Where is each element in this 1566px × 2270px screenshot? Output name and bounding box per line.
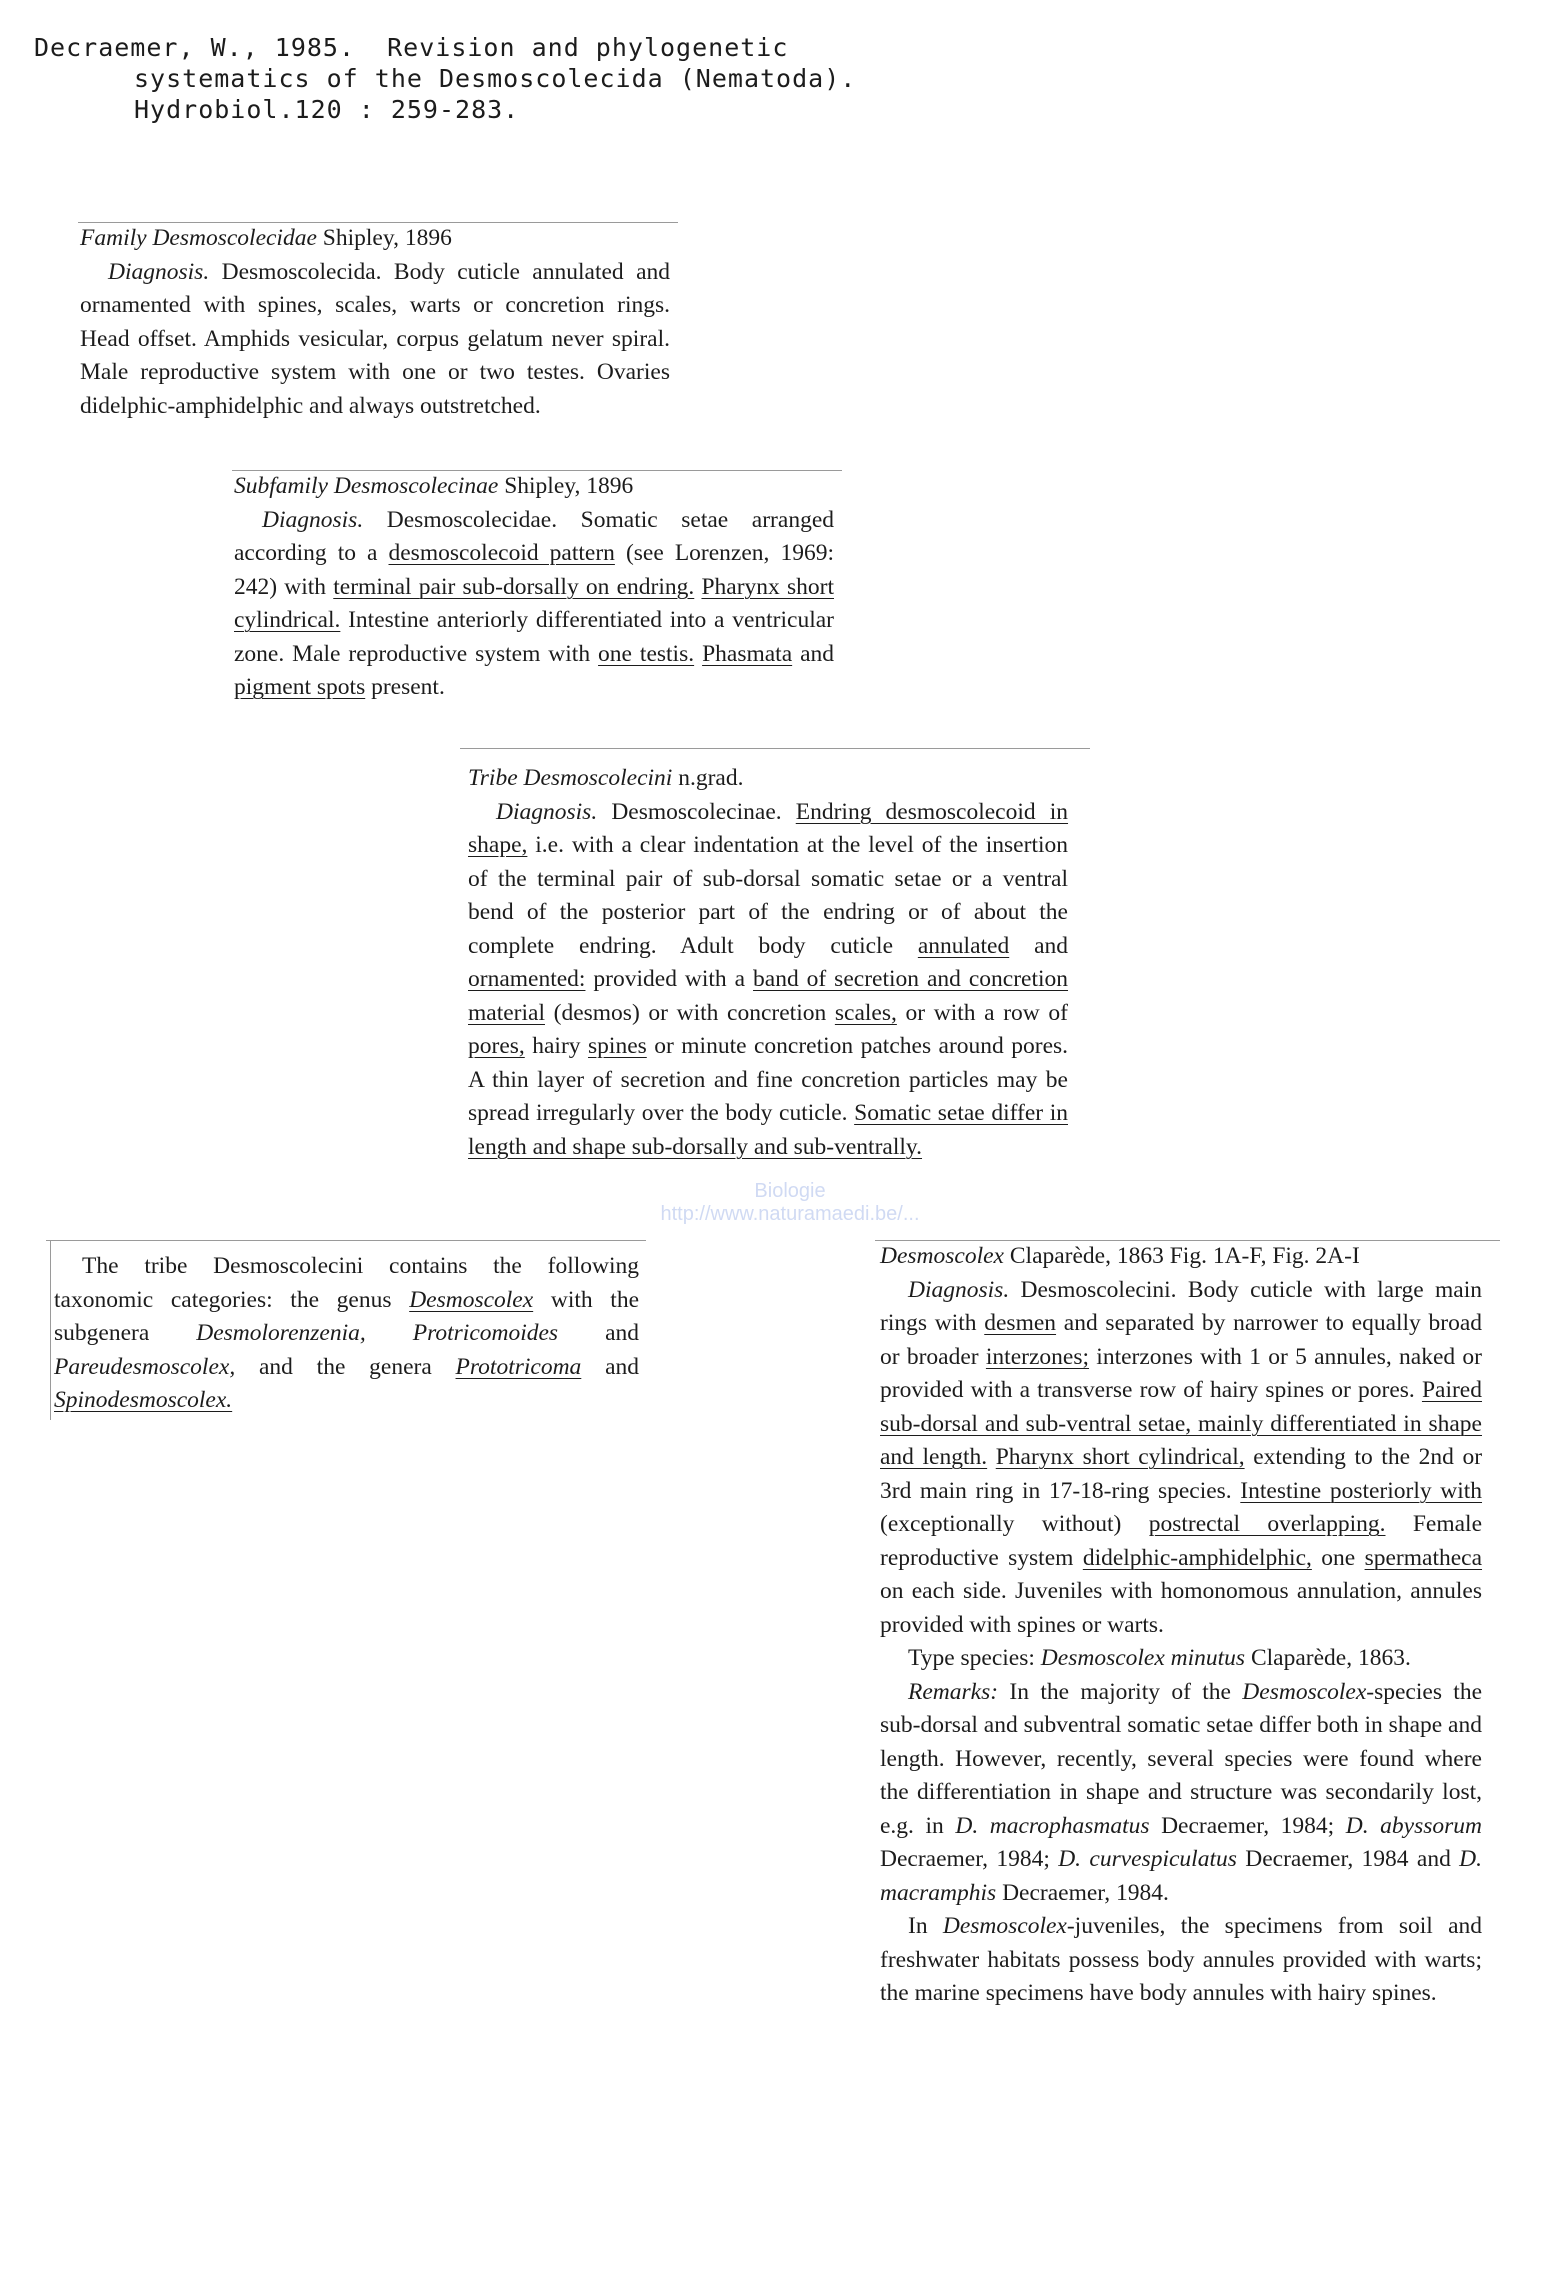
family-diagnosis-label: Diagnosis. [108, 258, 210, 285]
subfamily-text-5: present. [371, 674, 445, 700]
left-column-vrule [50, 1240, 51, 1420]
tribe-rank: Tribe [468, 765, 518, 791]
tribe-underline-3: ornamented: [468, 966, 586, 992]
tribe-contents-text-5: and [605, 1353, 639, 1380]
species-4: D. macramphis [880, 1846, 1483, 1906]
subgenus-pareudesmoscolex: Pareudesmoscolex, [54, 1353, 236, 1380]
species-3: D. curvespiculatus [1058, 1846, 1237, 1872]
genus-underline-1: desmen [984, 1310, 1057, 1336]
species-4-author: Decraemer, 1984. [1002, 1879, 1169, 1906]
tribe-contents-text-1: The tribe Desmoscolecini contains the following taxonomic categories: the genus [54, 1253, 639, 1313]
genus-text-1: Desmoscolecini. Body cuticle with large main rings with [880, 1276, 1482, 1336]
subfamily-text-2: (see Lorenzen, 1969: 242) with [234, 540, 834, 600]
genus-desmoscolex-ref: Desmoscolex [409, 1286, 534, 1313]
genus-remarks [880, 1676, 1482, 1911]
tribe-underline-5: scales, [834, 999, 897, 1026]
tribe-contents-text-3: and [605, 1320, 640, 1346]
genus-prototricoma-ref: Prototricoma [455, 1353, 582, 1380]
tribe-text-1: Desmoscolecinae. [611, 798, 782, 825]
subfamily-diagnosis-label: Diagnosis. [262, 506, 364, 533]
family-section [80, 222, 670, 423]
genus-underline-4: Pharynx short cylindrical, [995, 1444, 1245, 1470]
watermark-line-1: Biologie [754, 1180, 826, 1202]
left-column-rule [46, 1240, 646, 1241]
subfamily-underline-3: Pharynx short cylindrical. [234, 573, 834, 633]
tribe-underline-8: Somatic setae differ in length and shape sub-dorsally and sub-ventrally. [468, 1100, 1068, 1160]
remarks-genus: Desmoscolex [1242, 1678, 1367, 1705]
subfamily-text-3: Intestine anteriorly differentiated into a ventricular zone. Male reproductive system with [234, 607, 834, 667]
subfamily-underline-1: desmoscolecoid pattern [388, 540, 615, 566]
subgenera-list: Desmolorenzenia, Protricomoides [196, 1320, 559, 1346]
subfamily-text-1: Desmoscolecidae. Somatic setae arranged according to a [234, 506, 834, 566]
species-2: D. abyssorum [1345, 1812, 1483, 1839]
tribe-contents-text-2: with the subgenera [54, 1286, 639, 1346]
citation [34, 32, 1074, 125]
genus-text-4: extending to the 2nd or 3rd main ring in 17-18-ring species. [880, 1444, 1483, 1504]
tribe-text-2: i.e. with a clear indentation at the level of the insertion of the terminal pair of sub-dorsal somatic setae or a ventral bend of the posterior part of the endring or of about the complete endring. Adult body cuticle [468, 832, 1068, 959]
subfamily-section [234, 470, 834, 705]
genus-text-5: (exceptionally without) [880, 1511, 1122, 1537]
tribe-text-7: hairy [532, 1033, 581, 1059]
genus-underline-5: Intestine posteriorly with [1240, 1477, 1483, 1504]
genus-text-3: interzones with 1 or 5 annules, naked or provided with a transverse row of hairy spines or pores. [880, 1343, 1483, 1403]
species-2-author: Decraemer, 1984; [880, 1846, 1050, 1872]
remarks-label: Remarks: [908, 1678, 999, 1705]
tribe-section [468, 762, 1068, 1164]
genus-type-species [880, 1642, 1482, 1676]
citation-line-1: Decraemer, W., 1985. Revision and phylogenetic [34, 33, 789, 62]
genus-underline-2: interzones; [985, 1343, 1090, 1370]
remarks-text-2: -species the sub-dorsal and subventral somatic setae differ both in shape and length. However, recently, several species were found where the differentiation in shape and structure was secondarily lost, e.g. in [880, 1678, 1483, 1839]
subfamily-text-4: and [800, 640, 835, 667]
remarks-text-1: In the majority of the [1009, 1678, 1231, 1705]
family-name: Desmoscolecidae [152, 225, 317, 251]
family-diagnosis-text: Desmoscolecida. Body cuticle annulated and ornamented with spines, scales, warts or concretion rings. Head offset. Amphids vesicular, corpus gelatum never spiral. Male reproductive system with one or two testes. Ovaries didelphic-amphidelphic and always outstretched. [80, 258, 670, 419]
genus-diagnosis-label: Diagnosis. [908, 1276, 1010, 1303]
tribe-underline-7: spines [588, 1033, 647, 1059]
tribe-name: Desmoscolecini [523, 765, 673, 791]
tribe-text-3: and [1034, 932, 1068, 959]
genus-underline-3: Paired sub-dorsal and sub-ventral setae, mainly differentiated in shape and length. [880, 1377, 1482, 1470]
species-1-author: Decraemer, 1984; [1161, 1812, 1335, 1839]
subfamily-underline-4: one testis. [598, 640, 695, 667]
species-1: D. macrophasmatus [955, 1812, 1150, 1839]
tribe-text-5: (desmos) or with concretion [553, 999, 827, 1026]
tribe-underline-6: pores, [468, 1033, 525, 1059]
genus-name: Desmoscolex [880, 1243, 1004, 1269]
subfamily-name: Desmoscolecinae [333, 473, 499, 499]
tribe-diagnosis [468, 796, 1068, 1165]
type-species-author: Claparède, 1863. [1250, 1645, 1411, 1671]
subfamily-underline-6: pigment spots [234, 674, 366, 700]
genus-text-6: Female reproductive system [880, 1511, 1482, 1571]
family-rank: Family [80, 225, 147, 251]
tribe-contents-text-4: and the genera [258, 1353, 432, 1380]
tribe-text-8: or minute concretion patches around pores. A thin layer of secretion and fine concretion particles may be spread irregularly over the body cuticle. [468, 1033, 1069, 1126]
juveniles-genus: Desmoscolex [942, 1913, 1067, 1939]
genus-text-7: one [1321, 1544, 1356, 1571]
genus-underline-8: spermatheca [1364, 1544, 1483, 1571]
genus-author: Claparède, 1863 Fig. 1A-F, Fig. 2A-I [1009, 1243, 1360, 1269]
tribe-underline-4: band of secretion and concretion material [468, 966, 1069, 1026]
subfamily-rank: Subfamily [234, 473, 328, 499]
genus-section [880, 1240, 1482, 2011]
family-heading [80, 222, 670, 256]
subfamily-diagnosis [234, 504, 834, 705]
tribe-top-rule [460, 748, 1090, 749]
citation-line-2: systematics of the Desmoscolecida (Nematoda). [134, 64, 857, 93]
family-diagnosis [80, 256, 670, 424]
species-3-author: Decraemer, 1984 and [1245, 1846, 1451, 1872]
tribe-text-6: or with a row of [905, 999, 1068, 1026]
tribe-contents [54, 1250, 639, 1418]
tribe-heading [468, 762, 1068, 796]
citation-line-3: Hydrobiol.120 : 259-283. [134, 95, 520, 124]
tribe-contents-paragraph [54, 1250, 639, 1418]
genus-diagnosis [880, 1274, 1482, 1643]
watermark-line-2: http://www.naturamaedi.be/... [660, 1203, 920, 1225]
tribe-diagnosis-label: Diagnosis. [496, 798, 598, 825]
family-author: Shipley, 1896 [322, 225, 452, 251]
genus-spinodesmoscolex-ref: Spinodesmoscolex. [54, 1387, 233, 1413]
subfamily-underline-2: terminal pair sub-dorsally on endring. [333, 573, 695, 600]
tribe-underline-2: annulated [917, 932, 1010, 959]
genus-heading [880, 1240, 1482, 1274]
type-species-name: Desmoscolex minutus [1040, 1645, 1246, 1671]
subfamily-heading [234, 470, 834, 504]
tribe-underline-1: Endring desmoscolecoid in shape, [468, 798, 1069, 858]
subfamily-author: Shipley, 1896 [504, 473, 634, 499]
genus-underline-6: postrectal overlapping. [1148, 1511, 1386, 1537]
subfamily-underline-5: Phasmata [702, 640, 793, 667]
tribe-author: n.grad. [678, 765, 744, 791]
juveniles-text-2: -juveniles, the specimens from soil and freshwater habitats possess body annules provided with warts; the marine specimens have body annules with hairy spines. [880, 1913, 1482, 2006]
type-species-label: Type species: [908, 1645, 1035, 1671]
genus-underline-7: didelphic-amphidelphic, [1082, 1544, 1312, 1571]
juveniles-text-1: In [908, 1913, 928, 1939]
genus-juveniles [880, 1910, 1482, 2011]
tribe-text-4: provided with a [593, 966, 746, 992]
genus-text-2: and separated by narrower to equally broad or broader [880, 1310, 1483, 1370]
genus-text-8: on each side. Juveniles with homonomous annulation, annules provided with spines or warts. [880, 1578, 1482, 1638]
